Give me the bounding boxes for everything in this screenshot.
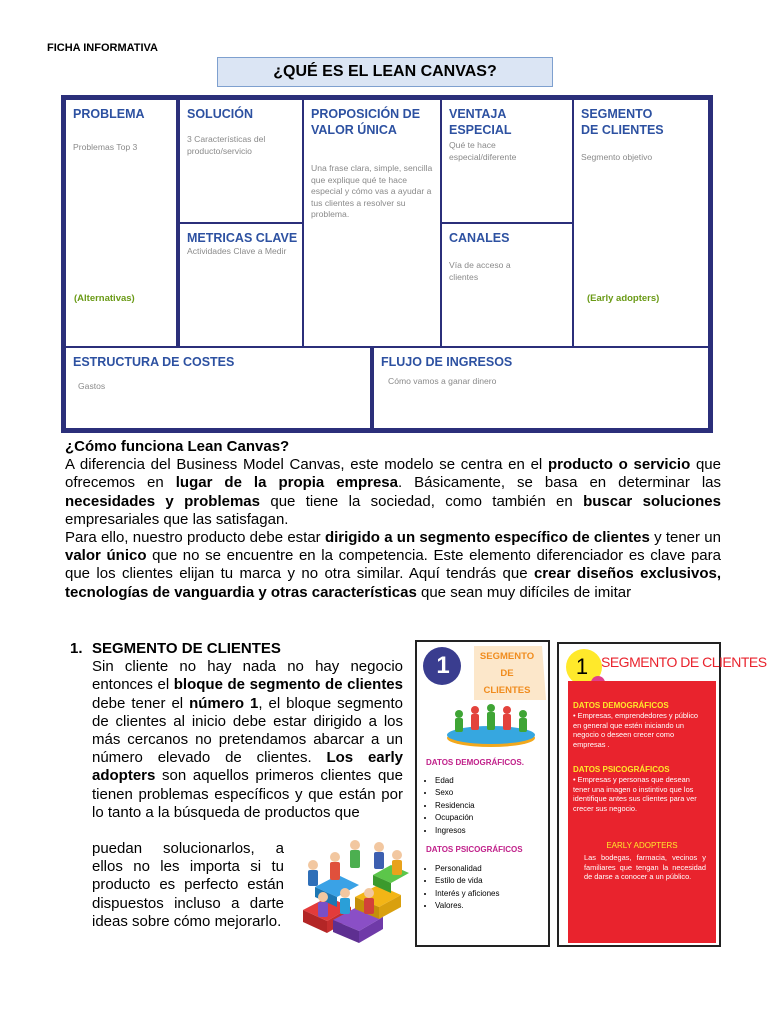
section-heading: SEGMENTO DE CLIENTES [92,640,281,657]
intro-paragraph-2: Para ello, nuestro producto debe estar dirigido a un segmento específico de clientes y tener un valor único que no se encuentre en la competencia. Este elemento diferenciador es clave para que los clientes elijan tu marca y no otra similar. Aquí tendrás que crear diseños exclusivos, tecnologías de vanguardia y otras características que sean muy difíciles de imitar [65,529,721,601]
cell-title: METRICAS CLAVE [187,231,298,245]
cell-problema [64,98,178,348]
red-note [568,681,716,943]
cell-note: (Early adopters) [587,293,660,304]
intro-paragraph-1: A diferencia del Business Model Canvas, este modelo se centra en el producto o servicio que ofrecemos en lugar de la propia empresa. Básicamente, se basa en determinar las necesidades y problemas que tiene la sociedad, como también en buscar soluciones empresariales que las satisfagan. [65,456,722,528]
cell-canales [440,222,574,348]
cell-metricas [178,222,304,348]
cell-solucion [178,98,304,224]
cell-subtitle: Cómo vamos a ganar dinero [388,376,497,386]
segmento-card-1 [415,640,550,947]
group-icon [441,702,541,750]
page-title: ¿QUÉ ES EL LEAN CANVAS? [217,57,553,87]
cell-note: (Alternativas) [74,293,135,304]
list-item: • Sexo [435,787,475,799]
cell-costes [64,346,372,430]
cell-title: CANALES [449,231,510,245]
card-number: 1 [575,654,589,679]
section-paragraph-2: puedan solucionarlos, a ellos no les importa si tu producto es perfecto están dispuestos incluso a darte ideas sobre cómo mejorarlo. [92,840,284,930]
segmento-card-2 [557,642,767,947]
cell-title: ESTRUCTURA DE COSTES [73,355,235,369]
cell-title: PROPOSICIÓN DE VALOR ÚNICA [311,107,421,137]
psico-list [417,863,499,913]
list-item: • Residencia [435,800,475,812]
card-title: SEGMENTO DE CLIENTES [479,651,535,696]
cell-subtitle: Actividades Clave a Medir [187,246,287,256]
cell-ventaja [440,98,574,224]
intro-section [65,438,721,602]
psico-item: • Empresas y personas que desean tener una imagen o instintivo que los identifique antes sus clientes para ver crecer sus negocio. [573,775,697,813]
cell-title: VENTAJA ESPECIAL [449,107,512,137]
demo-title: DATOS DEMOGRÁFICOS. [426,758,524,767]
cell-title: SEGMENTO DE CLIENTES [581,107,664,137]
cell-title: SOLUCIÓN [187,107,253,121]
demo-list [417,775,475,837]
card-number: 1 [436,652,450,679]
cell-segmento [572,98,710,348]
cell-propuesta [302,98,442,348]
cell-subtitle: 3 Características del producto/servicio [187,134,266,156]
document-label: FICHA INFORMATIVA [47,42,159,54]
psico-title: DATOS PSICOGRÁFICOS [426,845,523,854]
cell-subtitle: Una frase clara, simple, sencilla que explique qué te hace especial y cómo vas a ayudar a tus clientes a resolver su problema. [311,163,433,219]
cell-subtitle: Qué te hace especial/diferente [449,140,517,162]
intro-question: ¿Cómo funciona Lean Canvas? [65,438,290,455]
list-item: • Edad [435,775,475,787]
list-item: • Ocupación [435,812,475,824]
cell-subtitle: Segmento objetivo [581,152,653,162]
early-title: EARLY ADOPTERS [606,841,678,850]
cell-title: FLUJO DE INGRESOS [381,355,513,369]
people-illustration [293,835,413,947]
list-item: • Ingresos [435,825,475,837]
list-item: • Valores. [435,900,499,912]
lean-canvas [61,95,713,433]
card-title: SEGMENTO DE CLIENTES [601,654,767,670]
psico-title: DATOS PSICOGRÁFICOS [573,765,670,774]
early-text: Las bodegas, farmacia, vecinos y familiares que tengan la necesidad de darse a conocer a un público. [584,853,706,882]
demo-item: • Empresas, emprendedores y público en general que estén iniciando un negocio o deseen crecer como empresas . [573,711,699,749]
list-item: • Estilo de vida [435,875,499,887]
demo-title: DATOS DEMOGRÁFICOS [573,701,669,710]
section-paragraph-1: Sin cliente no hay nada no hay negocio entonces el bloque de segmento de clientes debe tener el número 1, el bloque segmento de clientes al inicio debe estar dirigido a los más cercanos no pretendamos abarcar a un número elevado de clientes. Los early adopters son aquellos primeros clientes que tienen problemas específicos y que están por lo tanto a la búsqueda de productos que [92,658,403,821]
section-number: 1. [70,640,83,657]
cell-title: PROBLEMA [73,107,145,121]
list-item: • Personalidad [435,863,499,875]
cell-subtitle: Vía de acceso a clientes [449,260,511,282]
cell-subtitle: Problemas Top 3 [73,142,138,152]
list-item: • Interés y aficiones [435,888,499,900]
cell-ingresos [372,346,710,430]
cell-subtitle: Gastos [78,381,106,391]
